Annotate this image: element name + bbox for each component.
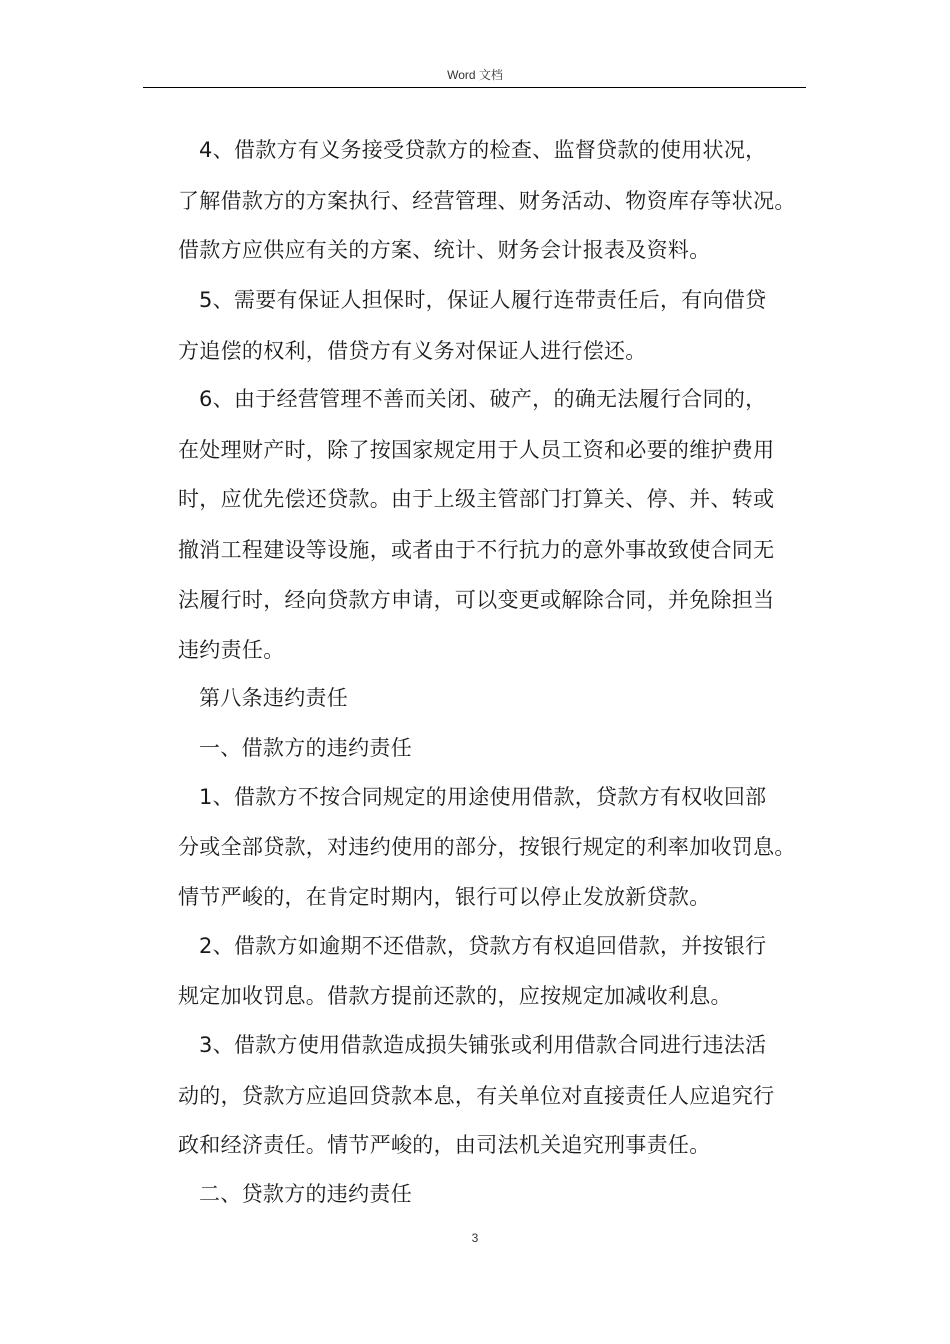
header-divider	[143, 87, 806, 88]
text-line: 动的，贷款方应追回贷款本息，有关单位对直接责任人应追究行	[178, 1084, 775, 1108]
subsection-heading: 二、贷款方的违约责任	[199, 1182, 412, 1206]
section-heading: 第八条违约责任	[199, 686, 349, 710]
text-line: 6、由于经营管理不善而关闭、破产，的确无法履行合同的，	[199, 387, 767, 411]
text-line: 违约责任。	[178, 638, 285, 662]
text-line: 3、借款方使用借款造成损失铺张或利用借款合同进行违法活	[199, 1033, 767, 1057]
text-line: 撤消工程建设等设施，或者由于不行抗力的意外事故致使合同无	[178, 538, 775, 562]
text-line: 方追偿的权利，借贷方有义务对保证人进行偿还。	[178, 339, 647, 363]
text-line: 法履行时，经向贷款方申请，可以变更或解除合同，并免除担当	[178, 588, 775, 612]
page-number: 3	[471, 1231, 479, 1245]
text-line: 借款方应供应有关的方案、统计、财务会计报表及资料。	[178, 238, 711, 262]
header-title: Word 文档	[447, 68, 503, 82]
text-line: 在处理财产时，除了按国家规定用于人员工资和必要的维护费用	[178, 438, 775, 462]
text-line: 了解借款方的方案执行、经营管理、财务活动、物资库存等状况。	[178, 189, 796, 213]
text-line: 时，应优先偿还贷款。由于上级主管部门打算关、停、并、转或	[178, 487, 775, 511]
text-line: 规定加收罚息。借款方提前还款的，应按规定加减收利息。	[178, 984, 732, 1008]
text-line: 2、借款方如逾期不还借款，贷款方有权追回借款，并按银行	[199, 934, 767, 958]
subsection-heading: 一、借款方的违约责任	[199, 736, 412, 760]
text-line: 分或全部贷款，对违约使用的部分，按银行规定的利率加收罚息。	[178, 835, 796, 859]
text-line: 1、借款方不按合同规定的用途使用借款，贷款方有权收回部	[199, 785, 767, 809]
text-line: 5、需要有保证人担保时，保证人履行连带责任后，有向借贷	[199, 288, 767, 312]
text-line: 情节严峻的，在肯定时期内，银行可以停止发放新贷款。	[178, 885, 711, 909]
text-line: 政和经济责任。情节严峻的，由司法机关追究刑事责任。	[178, 1133, 711, 1157]
text-line: 4、借款方有义务接受贷款方的检查、监督贷款的使用状况，	[199, 138, 767, 162]
